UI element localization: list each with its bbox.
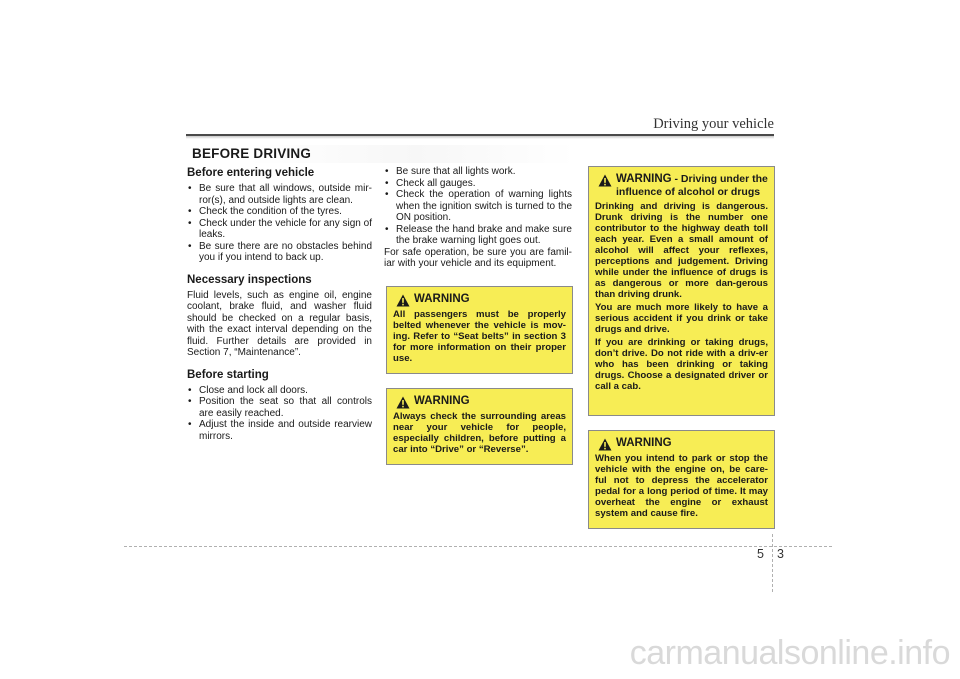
before-entering-heading: Before entering vehicle [187,167,315,179]
list-item: • Check under the vehicle for any sign of leaks. [187,218,372,241]
section-title: BEFORE DRIVING [192,146,312,161]
warning-triangle-icon [396,396,410,409]
warning-title: WARNING [414,293,470,305]
running-header: Driving your vehicle [653,116,774,132]
warning-text: All passengers must be properly belted whenever the vehicle is mov-ing. Refer to “Seat belts” in section 3 for more information on their proper use. [393,309,566,364]
list-item: • Release the hand brake and make sure the brake warning light goes out. [384,224,572,247]
warning-title-word: WARNING [616,173,672,185]
chapter-number: 5 [757,547,764,561]
list-item: • Check the condition of the tyres. [187,206,372,218]
before-starting-heading: Before starting [187,368,269,381]
warning-title [616,173,768,199]
list-item: • Be sure that all lights work. [384,166,572,178]
list-item: • Be sure that all windows, outside mir-ror(s), and outside lights are clean. [187,183,372,206]
footer-dashed-rule [124,546,832,547]
necessary-inspections-heading: Necessary inspections [187,273,312,286]
necessary-inspections-text: Fluid levels, such as engine oil, engine coolant, brake fluid, and washer fluid should be checked on a regular basis, with the exact interval depending on the fluid. Further details are provided in Section 7, “Maintenance”. [187,289,372,358]
warning-triangle-icon [396,294,410,307]
page-number: 3 [777,547,784,561]
warning-box-engine-overheat [588,430,775,529]
safe-operation-text: For safe operation, be sure you are famil-iar with your vehicle and its equipment. [384,246,572,269]
warning-subtitle: - Driving under the influence of alcohol or drugs [616,173,768,198]
list-item: • Check the operation of warning lights when the ignition switch is turned to the ON position. [384,189,572,224]
list-item: • Close and lock all doors. [187,385,372,397]
warning-paragraph: Drinking and driving is dangerous. Drunk driving is the number one contributor to the highway death toll each year. Even a small amount of alcohol will affect your reflexes, perceptions and judgement. Driving while under the influence of drugs is as dangerous or more dan-gerous than driving drunk. [595,201,768,300]
before-entering-list [187,183,372,264]
warning-triangle-icon [598,438,612,451]
list-item: • Position the seat so that all controls are easily reached. [187,396,372,419]
warning-paragraph: You are much more likely to have a serious accident if you drink or take drugs and drive. [595,302,768,335]
warning-title: WARNING [414,395,470,407]
warning-box-seatbelts [386,286,573,374]
warning-box-surroundings [386,388,573,465]
warning-box-alcohol-drugs [588,166,775,416]
footer-page-divider [772,534,773,592]
warning-text: When you intend to park or stop the vehicle with the engine on, be care-ful not to depress the accelerator pedal for a long period of time. It may overheat the engine or exhaust system and cause fire. [595,453,768,519]
watermark: carmanualsonline.info [629,634,950,672]
warning-paragraph: If you are drinking or taking drugs, don’t drive. Do not ride with a driv-er who has been drinking or taking drugs. Choose a designated driver or call a cab. [595,337,768,392]
warning-text: Always check the surrounding areas near your vehicle for people, especially children, before putting a car into “Drive” or “Reverse”. [393,411,566,455]
list-item: • Be sure there are no obstacles behind you if you intend to back up. [187,241,372,264]
left-column [187,166,372,442]
checks-list [384,166,572,247]
before-starting-list [187,385,372,443]
warning-triangle-icon [598,174,612,187]
warning-title: WARNING [616,437,672,449]
header-rule-shadow [186,136,774,139]
list-item: • Adjust the inside and outside rearview mirrors. [187,419,372,442]
middle-column [384,166,572,270]
list-item: • Check all gauges. [384,178,572,190]
